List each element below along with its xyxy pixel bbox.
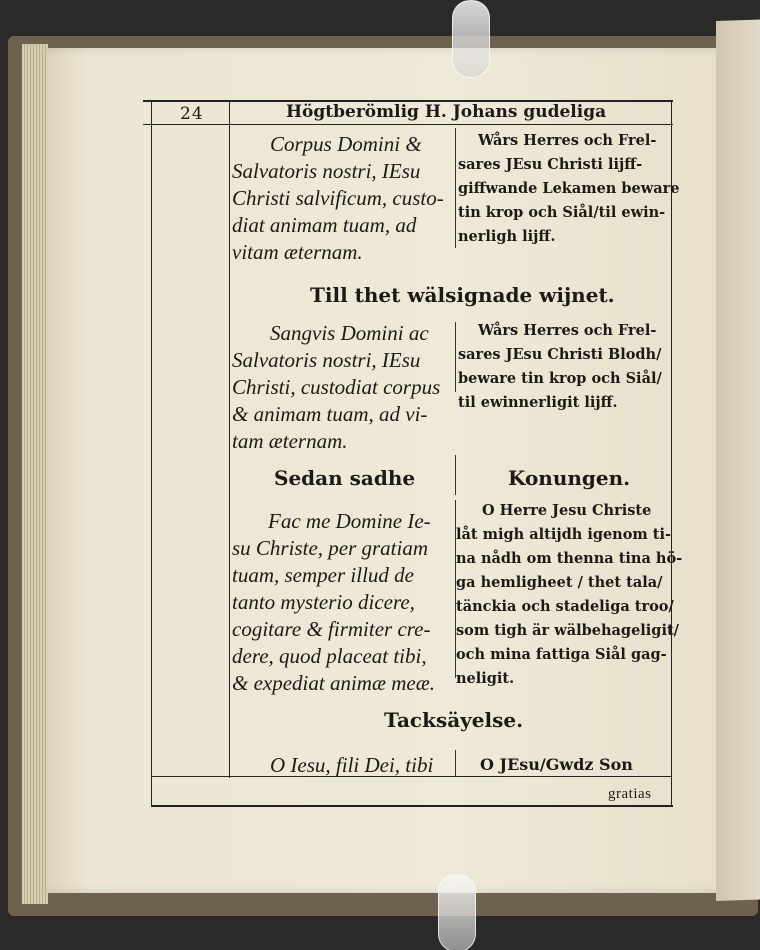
latin-line: tuam, semper illud de <box>232 563 414 587</box>
latin-line: Sangvis Domini ac <box>270 321 429 345</box>
latin-line: Christi salvificum, custo- <box>232 186 444 210</box>
latin-line: dere, quod placeat tibi, <box>232 644 427 668</box>
column-divider <box>455 455 456 495</box>
latin-line: O Iesu, fili Dei, tibi <box>270 753 434 777</box>
header-rule <box>143 124 673 125</box>
latin-line: Christi, custodiat corpus <box>232 375 441 399</box>
right-rule <box>671 100 672 806</box>
swedish-line: beware tin krop och Siål/ <box>458 370 662 387</box>
latin-line: diat animam tuam, ad <box>232 213 417 237</box>
swedish-line: sares JEsu Christi Blodh/ <box>458 346 662 363</box>
swedish-line: ga hemligheet / thet tala/ <box>456 574 663 591</box>
column-divider <box>455 322 456 392</box>
swedish-line: O Herre Jesu Christe <box>482 502 652 519</box>
latin-line: su Christe, per gratiam <box>232 536 429 560</box>
facing-page-edge <box>716 19 760 901</box>
latin-line: Salvatoris nostri, IEsu <box>232 348 421 372</box>
swedish-line: som tigh är wälbehageligit/ <box>456 622 679 639</box>
page-edges <box>22 44 48 904</box>
swedish-line: giffwande Lekamen beware <box>458 180 680 197</box>
running-title: Högtberömlig H. Johans gudeliga <box>286 102 607 122</box>
swedish-line: O JEsu/Gwdz Son <box>480 755 633 774</box>
heading-then-said: Sedan sadhe <box>274 466 416 490</box>
bottom-rule-outer <box>151 805 673 807</box>
latin-line: vitam æternam. <box>232 240 363 264</box>
swedish-line: na nådh om thenna tina hö- <box>456 550 683 567</box>
latin-line: & animam tuam, ad vi- <box>232 402 428 426</box>
swedish-line: Wårs Herres och Frel- <box>478 322 657 339</box>
swedish-line: tin krop och Siål/til ewin- <box>458 204 666 221</box>
swedish-line: och mina fattiga Siål gag- <box>456 646 667 663</box>
latin-line: tam æternam. <box>232 429 348 453</box>
catchword: gratias <box>608 786 652 802</box>
swedish-line: til ewinnerligit lijff. <box>458 394 618 411</box>
page-clip-bottom <box>438 874 476 950</box>
latin-line: tanto mysterio dicere, <box>232 590 415 614</box>
left-inner-rule <box>229 100 230 778</box>
swedish-line: Wårs Herres och Frel- <box>478 132 657 149</box>
column-divider <box>455 128 456 248</box>
latin-line: & expediat animæ meæ. <box>232 671 435 695</box>
heading-thanksgiving: Tacksäyelse. <box>384 708 524 732</box>
swedish-line: nerligh lijff. <box>458 228 556 245</box>
left-outer-rule <box>151 100 152 806</box>
latin-line: Fac me Domine Ie- <box>268 509 431 533</box>
swedish-line: neligit. <box>456 670 515 687</box>
latin-line: cogitare & firmiter cre- <box>232 617 431 641</box>
swedish-line: sares JEsu Christi lijff- <box>458 156 643 173</box>
page-number: 24 <box>180 104 204 124</box>
column-divider <box>455 750 456 776</box>
swedish-line: tänckia och stadeliga troo/ <box>456 598 674 615</box>
swedish-line: låt migh altijdh igenom ti- <box>456 526 672 543</box>
page-clip-top <box>452 0 490 78</box>
heading-wine: Till thet wälsignade wijnet. <box>310 283 615 307</box>
latin-line: Salvatoris nostri, IEsu <box>232 159 421 183</box>
latin-line: Corpus Domini & <box>270 132 422 156</box>
heading-king: Konungen. <box>508 466 631 490</box>
